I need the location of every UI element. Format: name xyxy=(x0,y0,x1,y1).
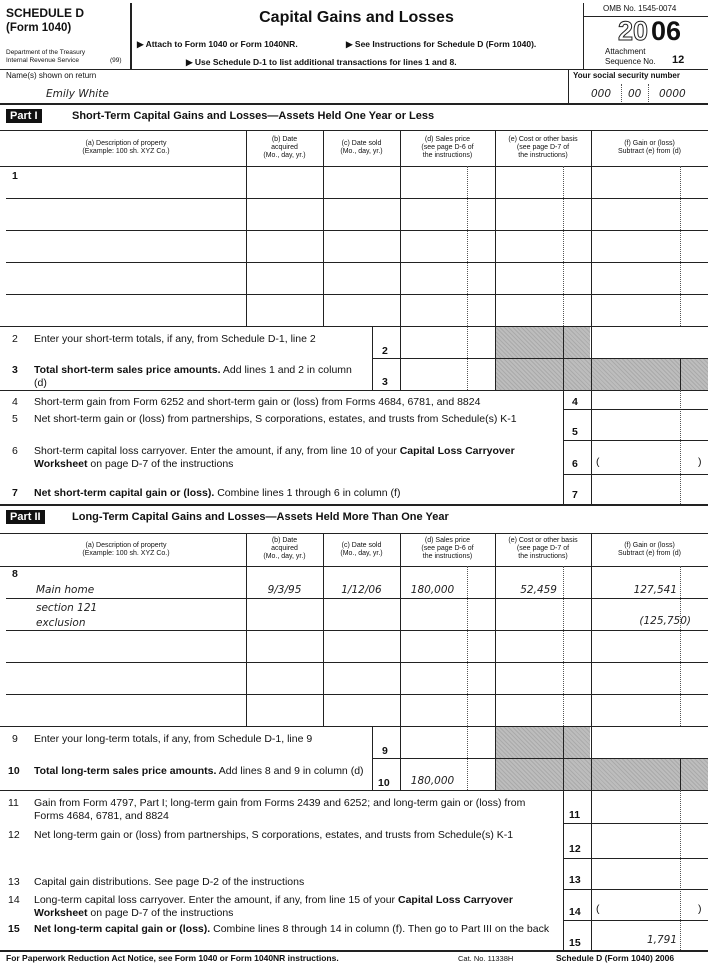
line-6-open-paren: ( xyxy=(596,456,600,468)
attachment-label: Attachment xyxy=(605,47,646,56)
line-4-box: 4 xyxy=(572,396,578,408)
row2-description-line2[interactable]: exclusion xyxy=(36,617,86,629)
row1-gain-loss[interactable]: 127,541 xyxy=(633,584,677,596)
irs-code: (99) xyxy=(110,57,122,64)
omb-number: OMB No. 1545-0074 xyxy=(603,4,677,13)
line-11-text: Gain from Form 4797, Part I; long-term gain from Forms 2439 and 6252; and long-term gain or (loss) from Forms 4684, 6781, and 8824 xyxy=(34,797,526,822)
treasury-dept: Department of the Treasury xyxy=(6,49,86,56)
attach-instruction: ▶ Attach to Form 1040 or Form 1040NR. xyxy=(137,39,298,49)
col-d-header-2: (d) Sales price (see page D-6 of the instructions) xyxy=(421,537,474,560)
line-3-box: 3 xyxy=(382,376,388,388)
part1-label: Part I xyxy=(6,109,42,123)
row1-sales-price[interactable]: 180,000 xyxy=(410,584,455,596)
col-a-header-2: (a) Description of property (Example: 100 sh. XYZ Co.) xyxy=(82,542,170,557)
line-15-number: 15 xyxy=(8,923,20,935)
col-d-header: (d) Sales price (see page D-6 of the instructions) xyxy=(421,136,474,159)
part1-title: Short-Term Capital Gains and Losses—Assets Held One Year or Less xyxy=(72,110,435,122)
ssn-part-2[interactable]: 00 xyxy=(628,88,642,100)
line-2-number: 2 xyxy=(12,333,18,345)
line-12-box: 12 xyxy=(569,843,581,855)
line-9-number: 9 xyxy=(12,733,18,745)
line-3-number: 3 xyxy=(12,364,18,376)
line-14-number: 14 xyxy=(8,894,20,906)
line-8-number: 8 xyxy=(12,568,18,580)
line-14-close-paren: ) xyxy=(698,903,702,915)
line-12-text: Net long-term gain or (loss) from partnerships, S corporations, estates, and trusts from Schedule(s) K-1 xyxy=(34,829,514,841)
footer-form-name: Schedule D (Form 1040) 2006 xyxy=(556,953,675,963)
tax-year-suffix: 06 xyxy=(651,16,682,46)
line-2-box: 2 xyxy=(382,345,388,357)
form-number: (Form 1040) xyxy=(6,22,72,34)
row2-gain-loss[interactable]: (125,750) xyxy=(639,615,691,627)
see-instructions: ▶ See Instructions for Schedule D (Form 1040). xyxy=(346,39,537,49)
line-14-open-paren: ( xyxy=(596,903,600,915)
line-1-number: 1 xyxy=(12,170,18,182)
line-11-number: 11 xyxy=(8,797,19,809)
row2-description-line1[interactable]: section 121 xyxy=(36,602,98,614)
line-7-box: 7 xyxy=(572,489,578,501)
row1-date-acquired[interactable]: 9/3/95 xyxy=(267,584,302,596)
sequence-number: 12 xyxy=(672,54,685,66)
col-e-header: (e) Cost or other basis (see page D-7 of the instructions) xyxy=(508,136,578,159)
line-7-number: 7 xyxy=(12,487,18,499)
line-11-box: 11 xyxy=(569,809,581,821)
line-15-total[interactable]: 1,791 xyxy=(646,934,677,946)
ssn-part-3[interactable]: 0000 xyxy=(659,88,686,100)
line-13-text: Capital gain distributions. See page D-2 of the instructions xyxy=(34,876,305,888)
line-15-box: 15 xyxy=(569,937,581,949)
taxpayer-name[interactable]: Emily White xyxy=(46,88,109,100)
part2-title: Long-Term Capital Gains and Losses—Assets Held More Than One Year xyxy=(72,511,449,523)
line-14-box: 14 xyxy=(569,906,581,918)
col-b-header: (b) Date acquired (Mo., day, yr.) xyxy=(263,136,306,159)
line-6-text: Short-term capital loss carryover. Enter the amount, if any, from line 10 of your Capital Loss Carryover Worksheet on page D-7 of the instructions xyxy=(34,445,515,470)
line-9-text: Enter your long-term totals, if any, from Schedule D-1, line 9 xyxy=(34,733,313,745)
paperwork-notice: For Paperwork Reduction Act Notice, see Form 1040 or Form 1040NR instructions. xyxy=(6,953,339,963)
line-3-text: Total short-term sales price amounts. Add lines 1 and 2 in column (d) xyxy=(34,364,352,389)
line-9-box: 9 xyxy=(382,745,388,757)
line-10-sales-total[interactable]: 180,000 xyxy=(410,775,455,787)
line-13-box: 13 xyxy=(569,874,581,886)
col-b-header-2: (b) Date acquired (Mo., day, yr.) xyxy=(263,537,306,560)
line-12-number: 12 xyxy=(8,829,20,841)
col-f-header: (f) Gain or (loss) Subtract (e) from (d) xyxy=(617,140,681,155)
schedule-d1-note: ▶ Use Schedule D-1 to list additional transactions for lines 1 and 8. xyxy=(186,57,457,67)
line-4-text: Short-term gain from Form 6252 and short-term gain or (loss) from Forms 4684, 6781, and 8824 xyxy=(34,396,481,408)
line-15-text: Net long-term capital gain or (loss). Combine lines 8 through 14 in column (f). Then go to Part III on the back xyxy=(34,923,550,935)
schedule-name: SCHEDULE D xyxy=(6,6,85,20)
line-5-number: 5 xyxy=(12,413,18,425)
line-4-number: 4 xyxy=(12,396,18,408)
line-7-text: Net short-term capital gain or (loss). Combine lines 1 through 6 in column (f) xyxy=(34,487,401,499)
col-e-header-2: (e) Cost or other basis (see page D-7 of the instructions) xyxy=(508,537,578,560)
line-14-text: Long-term capital loss carryover. Enter the amount, if any, from line 15 of your Capital Loss Carryover Worksheet on page D-7 of the instructions xyxy=(34,894,513,919)
line-5-text: Net short-term gain or (loss) from partnerships, S corporations, estates, and trusts from Schedule(s) K-1 xyxy=(34,413,517,425)
row1-date-sold[interactable]: 1/12/06 xyxy=(341,584,382,596)
col-a-header: (a) Description of property (Example: 100 sh. XYZ Co.) xyxy=(82,140,170,155)
line-6-number: 6 xyxy=(12,445,18,457)
col-c-header-2: (c) Date sold (Mo., day, yr.) xyxy=(340,542,383,557)
line-2-text: Enter your short-term totals, if any, from Schedule D-1, line 2 xyxy=(34,333,316,345)
line-5-box: 5 xyxy=(572,426,578,438)
catalog-number: Cat. No. 11338H xyxy=(458,954,514,963)
tax-year-prefix: 20 xyxy=(618,16,649,46)
ssn-label: Your social security number xyxy=(573,71,680,80)
line-6-box: 6 xyxy=(572,458,578,470)
col-f-header-2: (f) Gain or (loss) Subtract (e) from (d) xyxy=(617,542,681,557)
sequence-label: Sequence No. xyxy=(605,57,656,66)
line-10-number: 10 xyxy=(8,765,20,777)
names-label: Name(s) shown on return xyxy=(6,71,97,80)
col-c-header: (c) Date sold (Mo., day, yr.) xyxy=(340,140,383,155)
part2-label: Part II xyxy=(6,510,45,524)
line-13-number: 13 xyxy=(8,876,20,888)
row1-cost-basis[interactable]: 52,459 xyxy=(520,584,557,596)
row1-description[interactable]: Main home xyxy=(36,584,95,596)
line-10-box: 10 xyxy=(378,777,390,789)
line-6-close-paren: ) xyxy=(698,456,702,468)
ssn-part-1[interactable]: 000 xyxy=(591,88,612,100)
line-10-text: Total long-term sales price amounts. Add lines 8 and 9 in column (d) xyxy=(34,765,364,777)
form-title: Capital Gains and Losses xyxy=(259,9,454,26)
irs-label: Internal Revenue Service xyxy=(6,57,79,64)
